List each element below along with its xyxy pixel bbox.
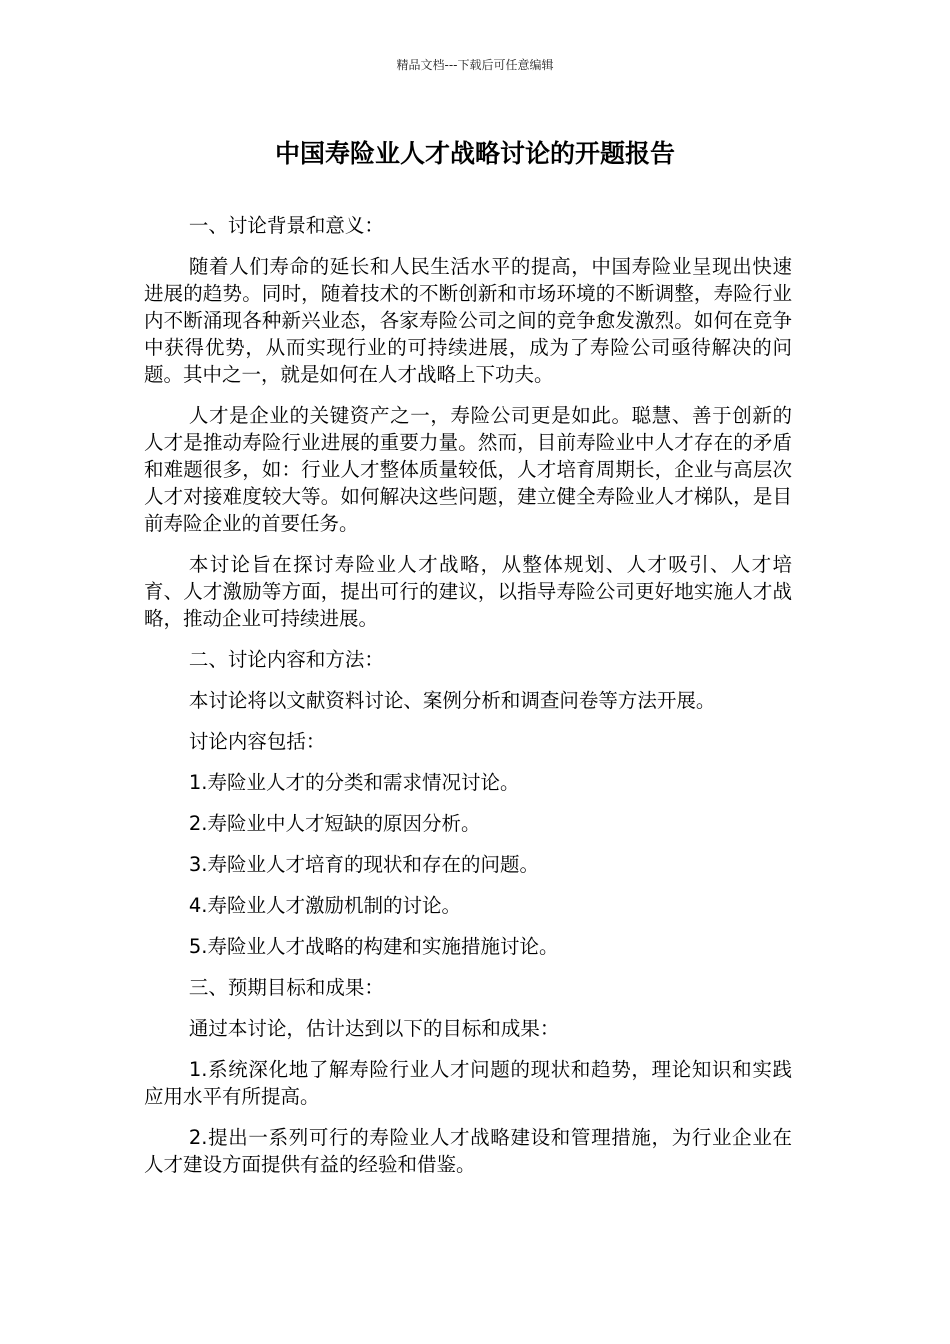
list-item-content-1: 1.寿险业人才的分类和需求情况讨论。 — [188, 771, 520, 794]
paragraph-content-intro: 讨论内容包括： — [188, 730, 326, 753]
list-item-content-3: 3.寿险业人才培育的现状和存在的问题。 — [188, 853, 539, 876]
page-header: 精品文档---下载后可任意编辑 — [396, 58, 554, 72]
paragraph-goals-intro: 通过本讨论，估计达到以下的目标和成果： — [188, 1017, 560, 1040]
paragraph-background-3: 本讨论旨在探讨寿险业人才战略，从整体规划、人才吸引、人才培育、人才激励等方面，提出可行的建议，以指导寿险公司更好地实施人才战略，推动企业可持续进展。 — [144, 553, 792, 630]
list-item-content-5: 5.寿险业人才战略的构建和实施措施讨论。 — [188, 935, 559, 958]
section-heading-goals: 三、预期目标和成果： — [188, 976, 384, 999]
list-item-goal-1: 1.系统深化地了解寿险行业人才问题的现状和趋势，理论知识和实践应用水平有所提高。 — [144, 1058, 792, 1108]
list-item-content-4: 4.寿险业人才激励机制的讨论。 — [188, 894, 461, 917]
paragraph-background-2: 人才是企业的关键资产之一，寿险公司更是如此。聪慧、善于创新的人才是推动寿险行业进展的重要力量。然而，目前寿险业中人才存在的矛盾和难题很多，如：行业人才整体质量较低，人才培育周期长，企业与高层次人才对接难度较大等。如何解决这些问题，建立健全寿险业人才梯队，是目前寿险企业的首要任务。 — [144, 404, 792, 535]
section-heading-background: 一、讨论背景和意义： — [188, 214, 384, 237]
section-heading-content-methods: 二、讨论内容和方法： — [188, 648, 384, 671]
list-item-goal-2: 2.提出一系列可行的寿险业人才战略建设和管理措施，为行业企业在人才建设方面提供有益的经验和借鉴。 — [144, 1126, 792, 1176]
document-title: 中国寿险业人才战略讨论的开题报告 — [274, 139, 675, 168]
document-body — [144, 212, 792, 1192]
paragraph-methods: 本讨论将以文献资料讨论、案例分析和调查问卷等方法开展。 — [188, 689, 716, 712]
list-item-content-2: 2.寿险业中人才短缺的原因分析。 — [188, 812, 481, 835]
paragraph-background-1: 随着人们寿命的延长和人民生活水平的提高，中国寿险业呈现出快速进展的趋势。同时，随着技术的不断创新和市场环境的不断调整，寿险行业内不断涌现各种新兴业态，各家寿险公司之间的竞争愈发激烈。如何在竞争中获得优势，从而实现行业的可持续进展，成为了寿险公司亟待解决的问题。其中之一，就是如何在人才战略上下功夫。 — [144, 255, 792, 386]
